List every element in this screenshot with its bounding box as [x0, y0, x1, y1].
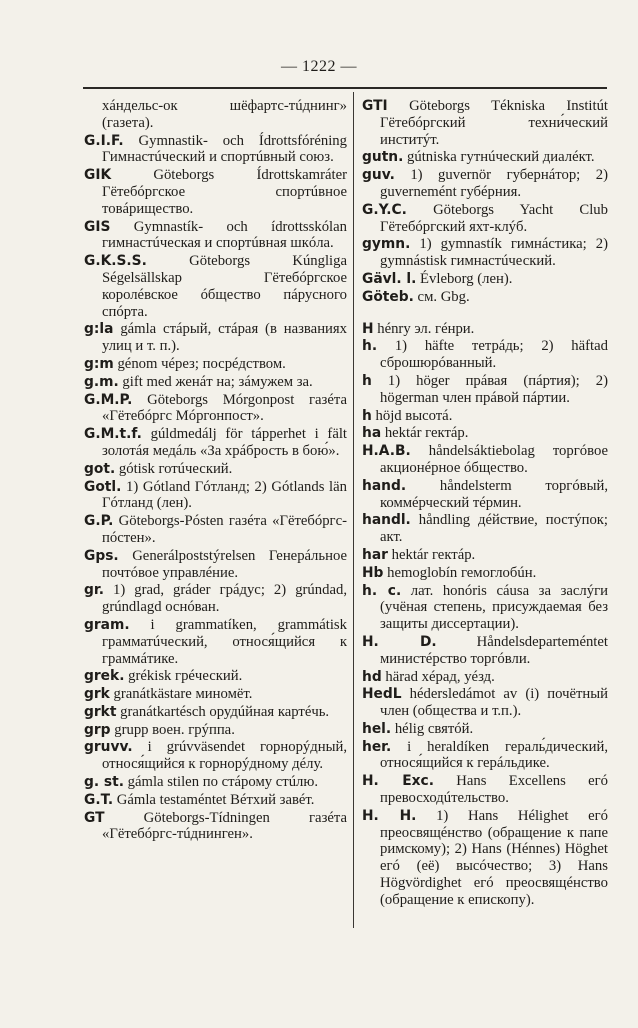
entry-definition: см. Gbg. [417, 288, 470, 305]
entry-definition: 1) höger прáвая (пáртия); 2) högerman член прáвой пáртии. [380, 372, 609, 406]
entry-definition: grupp воен. грýппа. [114, 721, 235, 738]
left-column [84, 98, 347, 844]
header-rule [83, 87, 607, 89]
entry-definition: Göteborgs-Pósten газéта «Гётебóргс-пóстен». [102, 513, 347, 546]
entry-headword: grk [84, 686, 110, 703]
entry-headword: HedL [362, 686, 402, 703]
entry-headword: g.m. [84, 373, 119, 390]
dictionary-entry [84, 722, 347, 739]
entry-headword: guv. [362, 167, 395, 184]
entry-headword: GIK [84, 167, 112, 184]
dictionary-entry [84, 479, 347, 513]
entry-headword: G.T. [84, 791, 114, 808]
dictionary-entry [84, 513, 347, 547]
entry-headword: H. Exc. [362, 773, 434, 790]
entry-definition: håndling дéйствие, постýпок; акт. [380, 512, 609, 546]
entry-definition: i grúvväsendet горнорýдный, относя́щийся к горнорýдному дéлу. [102, 739, 348, 773]
entry-headword: G.P. [84, 513, 114, 530]
dictionary-entry [362, 634, 608, 668]
entry-definition: håndelsterm торгóвый, коммéрческий тéрмин. [380, 477, 608, 511]
entry-headword: ha [362, 425, 382, 442]
dictionary-entry [84, 617, 347, 667]
dictionary-entry [84, 392, 347, 426]
dictionary-entry [362, 289, 608, 306]
dictionary-entry [362, 321, 608, 338]
entry-definition: Gymnastik- och Ídrottsfóréning Гимнастúческий и спортúвный союз. [102, 132, 347, 166]
entry-definition: gótisk готúческий. [118, 460, 233, 477]
dictionary-entry [84, 792, 347, 809]
entry-headword: H [362, 320, 374, 337]
entry-definition: i heraldíken гераль́дический, относя́щийся к герáльдике. [380, 738, 609, 772]
dictionary-entry [84, 668, 347, 685]
entry-headword: handl. [362, 512, 411, 529]
entry-headword: g:la [84, 321, 114, 338]
dictionary-entry [84, 686, 347, 703]
entry-headword: hd [362, 668, 382, 685]
entry-definition: Håndelsdeparteméntet министéрство торгóвли. [380, 633, 608, 667]
dictionary-entry [84, 461, 347, 478]
entry-definition: 1) Hans Hélighet егó преосвящéнство (обращение к папе римскому); 2) Hans (Hénnes) Höghet егó (её) высóчество; 3) Hans Högvördighet егó преосвящéнство (обращение к епископу). [380, 807, 608, 908]
dictionary-entry [362, 512, 608, 546]
dictionary-entry [362, 583, 608, 633]
entry-headword: Gps. [84, 547, 119, 564]
entry-definition: hektár гектáр. [391, 546, 476, 563]
entry-headword: hand. [362, 477, 407, 494]
dictionary-entry [362, 739, 608, 773]
dictionary-entry [84, 321, 347, 355]
dictionary-entry [362, 773, 608, 807]
dictionary-entry [362, 669, 608, 686]
dictionary-entry [362, 547, 608, 564]
dictionary-entry [84, 426, 347, 460]
entry-headword: H. D. [362, 633, 437, 650]
entry-headword: G.Y.C. [362, 201, 407, 218]
entry-definition: Göteborgs Mórgonpost газéта «Гётебóргс Мóргонпост». [102, 391, 347, 425]
entry-headword: H. H. [362, 807, 417, 824]
dictionary-entry [362, 686, 608, 720]
entry-headword: grp [84, 721, 111, 738]
entry-definition: granátkartésch орудúйная картéчь. [120, 703, 330, 720]
entry-definition: gift med женáт на; зáмужем за. [122, 373, 313, 390]
entry-definition: hélig святóй. [394, 720, 474, 737]
entry-definition: hektár гектáр. [384, 425, 469, 442]
dictionary-entry [84, 356, 347, 373]
entry-definition: Göteborgs Kúngliga Ségelsällskap Гётебóргское королéвское óбщество пáрусного спóрта. [102, 253, 347, 320]
entry-definition: härad хéрад, уéзд. [385, 668, 495, 685]
entry-headword: h. [362, 338, 378, 355]
dictionary-entry [84, 133, 347, 167]
entry-definition: höjd высотá. [375, 407, 453, 424]
entry-headword: har [362, 546, 388, 563]
entry-definition: granátkästare миномёт. [113, 686, 253, 703]
entry-definition: håndelsáktiebolag торгóвое акционéрное óбщество. [380, 443, 608, 476]
entry-definition: 1) gymnastík гимнáстика; 2) gymnástisk гимнастúческий. [380, 236, 608, 270]
entry-headword: G.M.P. [84, 391, 133, 408]
entry-definition: Gámla testaméntet Вéтхий завéт. [116, 791, 315, 808]
entry-definition: hédersledámot av (i) почётный член (общества и т.п.). [380, 686, 608, 720]
dictionary-entry [362, 373, 608, 407]
dictionary-entry [362, 808, 608, 909]
entry-headword: hel. [362, 720, 392, 737]
dictionary-entry [362, 408, 608, 425]
entry-definition: 1) grad, gráder грáдус; 2) grúndad, grúndlagd оснóван. [102, 582, 347, 616]
entry-headword: h [362, 407, 372, 424]
dictionary-entry [84, 167, 347, 217]
entry-headword: H.A.B. [362, 443, 411, 460]
dictionary-entry [84, 98, 347, 132]
entry-definition: 1) guvernör губернáтор; 2) guvernemént губéрния. [380, 167, 608, 200]
entry-headword: gram. [84, 616, 130, 633]
dictionary-entry [362, 565, 608, 582]
entry-headword: got. [84, 460, 116, 477]
entry-definition: i grammatíken, grammátisk грамматúческий, относя́щийся к граммáтике. [102, 616, 347, 667]
dictionary-entry [362, 236, 608, 270]
dictionary-entry [362, 149, 608, 166]
entry-headword: Hb [362, 564, 384, 581]
entry-headword: grek. [84, 668, 125, 685]
entry-headword: g:m [84, 355, 114, 372]
entry-headword: her. [362, 738, 392, 755]
entry-definition: Generálpoststýrelsen Генерáльное почтóвое управлéние. [102, 547, 347, 581]
dictionary-entry [362, 721, 608, 738]
dictionary-entry [362, 98, 608, 148]
dictionary-entry [84, 739, 347, 773]
dictionary-entry [362, 271, 608, 288]
entry-headword: g. st. [84, 774, 124, 791]
entry-headword: G.M.t.f. [84, 426, 142, 443]
dictionary-entry [84, 374, 347, 391]
entry-headword: gr. [84, 582, 104, 599]
entry-headword: Gävl. l. [362, 270, 417, 287]
entry-definition: Göteborgs Yacht Club Гётебóргский яхт-клýб. [380, 201, 608, 235]
column-divider [353, 92, 354, 928]
entry-headword: h. c. [362, 582, 402, 599]
entry-definition: gúldmedálj för tápperhet i fält золотáя медáль «За хрáбрость в бою́». [102, 426, 348, 459]
dictionary-entry [362, 202, 608, 236]
page-number: — 1222 — [281, 58, 357, 75]
entry-headword: GTI [362, 98, 388, 114]
entry-definition: Hans Excellens егó превосходúтельство. [380, 773, 608, 807]
entry-headword: gutn. [362, 149, 404, 166]
entry-headword: gruvv. [84, 739, 133, 756]
entry-headword: G.K.S.S. [84, 253, 147, 270]
entry-definition: gámla стáрый, стáрая (в названиях улиц и т. п.). [102, 321, 348, 355]
dictionary-entry [84, 810, 347, 844]
entry-definition: 1) häfte тетрáдь; 2) häftad сброшюрóванный. [380, 338, 608, 372]
entry-definition: Évleborg (лен). [420, 270, 513, 287]
entry-headword: Göteb. [362, 288, 414, 305]
entry-definition: 1) Gótland Гóтланд; 2) Gótlands län Гóтланд (лен). [102, 478, 348, 512]
dictionary-entry [84, 582, 347, 616]
dictionary-entry [362, 167, 608, 201]
entry-definition: gútniska гутнúческий диалéкт. [407, 149, 595, 166]
entry-headword: GT [84, 809, 105, 826]
entry-definition: hénry эл. гéнри. [377, 320, 475, 337]
entry-headword: h [362, 372, 372, 389]
entry-definition: Göteborgs Ídrottskamráter Гётебóргское спортúвное товáрищество. [102, 167, 347, 217]
dictionary-entry [362, 443, 608, 477]
entry-definition: hemoglobín гемоглобúн. [387, 564, 537, 581]
entry-definition: génom чéрез; посрéдством. [117, 355, 286, 372]
dictionary-entry [362, 338, 608, 372]
entry-definition: Gymnastík- och ídrottsskólan гимнастúческая и спортúвная шкóла. [102, 218, 347, 252]
entry-definition: хáндельс-ок шёфартс-тúднинг» (газета). [102, 98, 347, 131]
entry-headword: gymn. [362, 236, 411, 253]
entry-headword: GIS [84, 218, 111, 235]
dictionary-entry [84, 548, 347, 582]
dictionary-entry [84, 253, 347, 320]
entry-definition: Göteborgs Tékniska Institút Гётебóргский техни́ческий инститýт. [380, 98, 608, 148]
entry-headword: G.I.F. [84, 132, 124, 149]
entry-headword: Gotl. [84, 478, 122, 495]
entry-definition: лат. honóris cáusa за заслýги (учёная степень, присуждаемая без защиты диссертации). [380, 582, 608, 633]
dictionary-entry [362, 425, 608, 442]
entry-definition: Göteborgs-Tídningen газéта «Гётебóргс-тúднинген». [102, 809, 348, 843]
dictionary-entry [84, 774, 347, 791]
entry-headword: grkt [84, 703, 117, 720]
dictionary-entry [362, 478, 608, 512]
right-column [362, 98, 608, 910]
dictionary-entry [84, 219, 347, 253]
entry-definition: gámla stilen по стáрому стúлю. [127, 774, 319, 791]
dictionary-entry [84, 704, 347, 721]
entry-definition: grékisk грéческий. [128, 668, 243, 685]
